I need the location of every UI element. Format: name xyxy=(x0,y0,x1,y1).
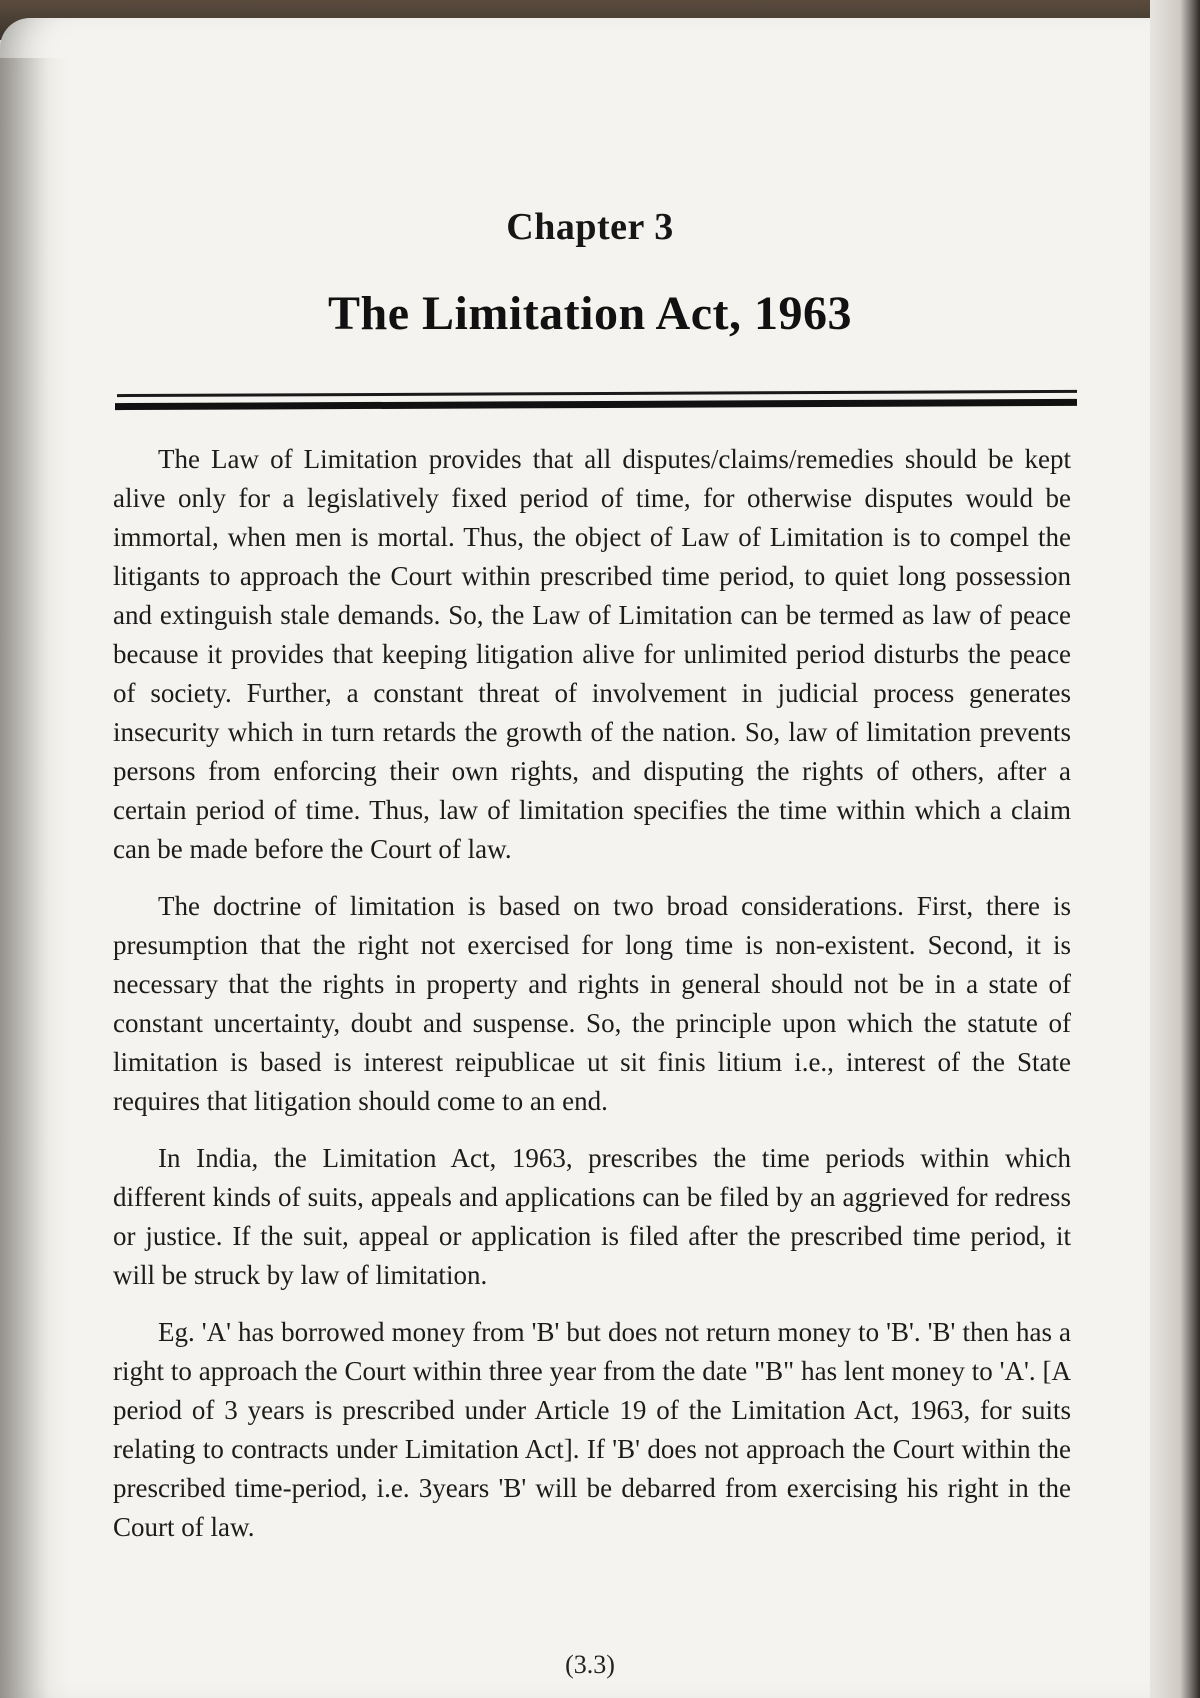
paragraph-example: Eg. 'A' has borrowed money from 'B' but does not return money to 'B'. 'B' then has a right to approach the Court within three year from the date "B" has lent money to 'A'. [A period of 3 years is prescribed under Article 19 of the Limitation Act, 1963, for suits relating to contracts under Limitation Act]. If 'B' does not approach the Court within the prescribed time-period, i.e. 3years 'B' will be debarred from exercising his right in the Court of law. xyxy=(113,1317,1071,1542)
chapter-title: The Limitation Act, 1963 xyxy=(328,287,852,340)
paragraph-law-of-limitation: The Law of Limitation provides that all disputes/claims/remedies should be kept alive only for a legislatively fixed period of time, for otherwise disputes would be immortal, when men is mortal. Thus, the object of Law of Limitation is to compel the litigants to approach the Court within prescribed time period, to quiet long possession and extinguish stale demands. So, the Law of Limitation can be termed as law of peace because it provides that keeping litigation alive for unlimited period disturbs the peace of society. Further, a constant threat of involvement in judicial process generates insecurity which in turn retards the growth of the nation. So, law of limitation prevents persons from enforcing their own rights, and disputing the rights of others, after a certain period of time. Thus, law of limitation specifies the time within which a claim can be made before the Court of law. xyxy=(113,444,1071,864)
paragraph-india: In India, the Limitation Act, 1963, prescribes the time periods within which different kinds of suits, appeals and applications can be filed by an aggrieved for redress or justice. If the suit, appeal or application is filed after the prescribed time period, it will be struck by law of limitation. xyxy=(113,1143,1071,1290)
background-right-edge xyxy=(1150,0,1200,1698)
chapter-label: Chapter 3 xyxy=(506,206,674,248)
paragraph-doctrine: The doctrine of limitation is based on two broad considerations. First, there is presumption that the right not exercised for long time is non-existent. Second, it is necessary that the rights in property and rights in general should not be in a state of constant uncertainty, doubt and suspense. So, the principle upon which the statute of limitation is based is interest reipublicae ut sit finis litium i.e., interest of the State requires that litigation should come to an end. xyxy=(113,891,1071,1116)
chapter-body xyxy=(113,440,1071,1565)
page-number: (3.3) xyxy=(565,1650,615,1679)
